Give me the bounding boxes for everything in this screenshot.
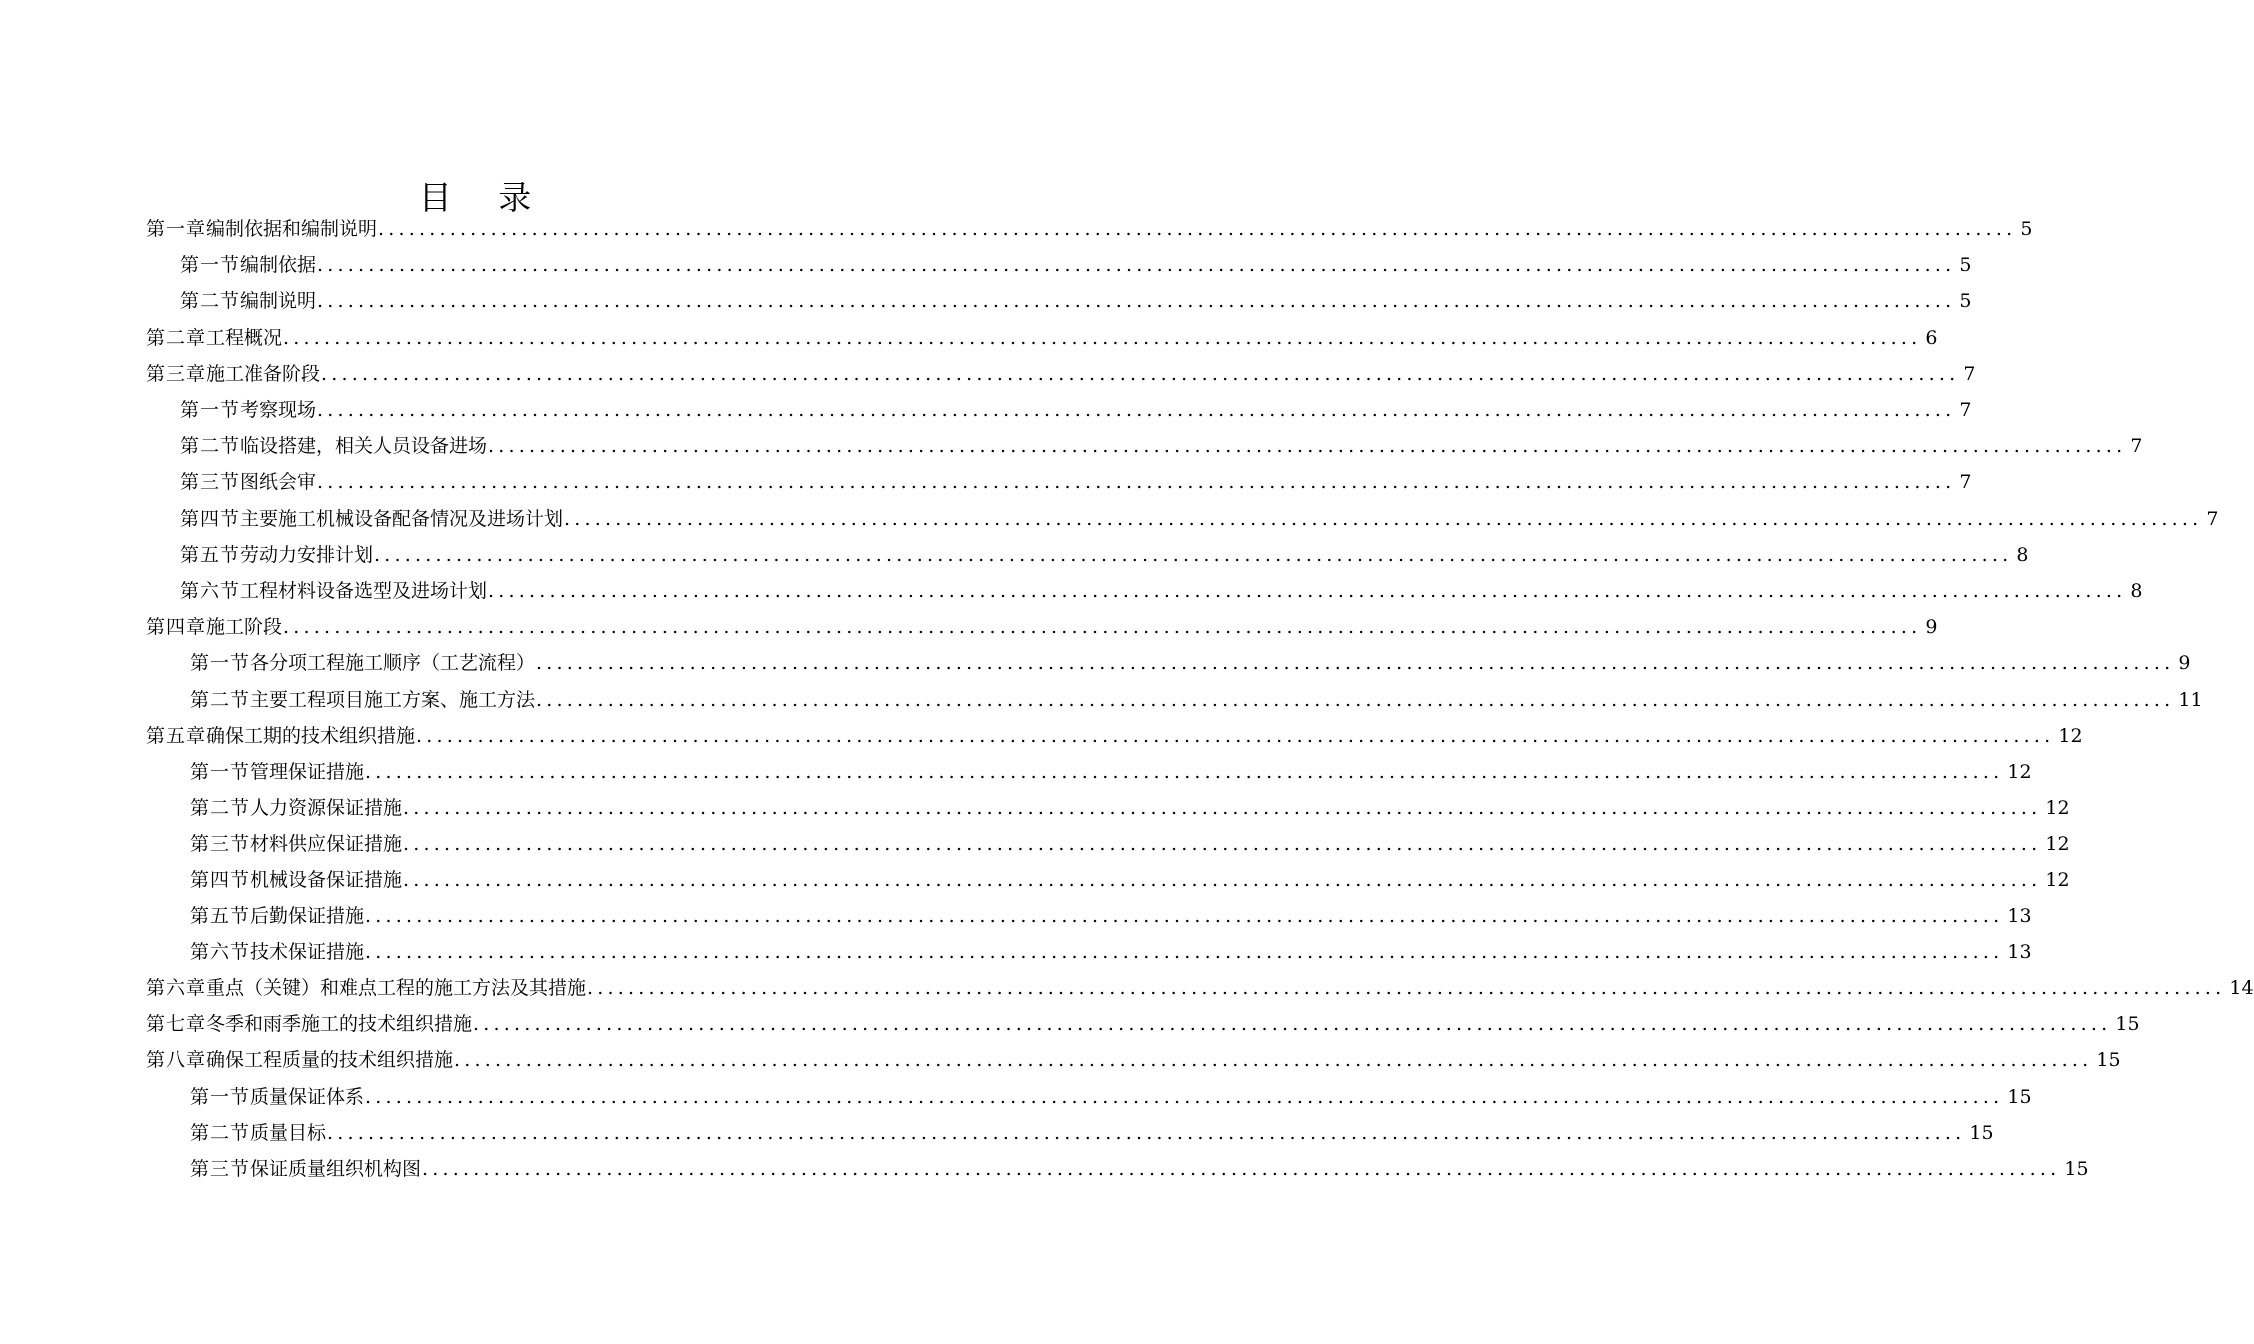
toc-leader-dots: ................................................................................................................................................................ <box>317 399 1956 421</box>
toc-entry[interactable] <box>146 325 1938 351</box>
toc-entry-text: 施工准备阶段 <box>206 363 321 385</box>
toc-entry-label: 第八章 <box>146 1049 207 1071</box>
toc-leader-dots: ................................................................................................................................................................ <box>374 544 2013 566</box>
toc-entry[interactable] <box>190 831 2070 857</box>
toc-entry-page: 7 <box>1959 399 1972 421</box>
toc-entry-page: 9 <box>1925 616 1938 638</box>
toc-entry[interactable] <box>180 252 1972 278</box>
toc-entry-text: 主要施工机械设备配备情况及进场计划 <box>240 508 564 530</box>
toc-leader-dots: ................................................................................................................................................................ <box>422 1158 2061 1180</box>
toc-entry[interactable] <box>180 542 2029 568</box>
toc-entry-label: 第二节 <box>180 290 241 312</box>
toc-entry[interactable] <box>190 650 2191 676</box>
toc-entry-page: 14 <box>2229 977 2254 999</box>
toc-entry[interactable] <box>180 506 2219 532</box>
toc-entry-text: 质量保证体系 <box>250 1086 365 1108</box>
toc-entry-page: 15 <box>2096 1049 2121 1071</box>
toc-leader-dots: ................................................................................................................................................................ <box>403 833 2042 855</box>
toc-entry[interactable] <box>180 288 1972 314</box>
toc-entry[interactable] <box>190 1084 2032 1110</box>
toc-leader-dots: ................................................................................................................................................................ <box>365 1086 2004 1108</box>
toc-entry-text: 考察现场 <box>240 399 317 421</box>
toc-entry-text: 编制依据 <box>240 254 317 276</box>
toc-entry[interactable] <box>146 1011 2140 1037</box>
toc-entry-label: 第四节 <box>190 869 251 891</box>
toc-entry-label: 第六章 <box>146 977 207 999</box>
toc-entry-page: 15 <box>2115 1013 2140 1035</box>
toc-entry-label: 第五节 <box>190 905 251 927</box>
toc-leader-dots: ................................................................................................................................................................ <box>403 797 2042 819</box>
toc-entry[interactable] <box>146 723 2083 749</box>
toc-entry-text: 冬季和雨季施工的技术组织措施 <box>206 1013 473 1035</box>
toc-entry[interactable] <box>146 361 1976 387</box>
toc-leader-dots: ................................................................................................................................................................ <box>473 1013 2112 1035</box>
toc-leader-dots: ................................................................................................................................................................ <box>317 471 1956 493</box>
toc-entry-page: 7 <box>2206 508 2219 530</box>
toc-entry-text: 确保工程质量的技术组织措施 <box>206 1049 454 1071</box>
toc-entry-page: 11 <box>2178 689 2203 711</box>
toc-entry-text: 各分项工程施工顺序（工艺流程） <box>250 652 536 674</box>
toc-entry[interactable] <box>180 469 1972 495</box>
toc-entry-page: 7 <box>1963 363 1976 385</box>
toc-leader-dots: ................................................................................................................................................................ <box>365 941 2004 963</box>
toc-entry-label: 第六节 <box>180 580 241 602</box>
toc-entry[interactable] <box>180 433 2143 459</box>
toc-leader-dots: ................................................................................................................................................................ <box>416 725 2055 747</box>
toc-leader-dots: ................................................................................................................................................................ <box>403 869 2042 891</box>
toc-leader-dots: ................................................................................................................................................................ <box>587 977 2226 999</box>
toc-entry-page: 6 <box>1925 327 1938 349</box>
toc-entry-label: 第六节 <box>190 941 251 963</box>
toc-entry[interactable] <box>180 397 1972 423</box>
toc-leader-dots: ................................................................................................................................................................ <box>488 435 2127 457</box>
toc-entry-page: 8 <box>2016 544 2029 566</box>
toc-entry-text: 编制依据和编制说明 <box>206 218 378 240</box>
toc-entry[interactable] <box>190 867 2070 893</box>
toc-entry-page: 8 <box>2130 580 2143 602</box>
toc-entry-text: 施工阶段 <box>206 616 283 638</box>
toc-entry-text: 材料供应保证措施 <box>250 833 403 855</box>
toc-leader-dots: ................................................................................................................................................................ <box>378 218 2017 240</box>
toc-entry-text: 工程概况 <box>206 327 283 349</box>
toc-entry-text: 技术保证措施 <box>250 941 365 963</box>
toc-entry-label: 第一章 <box>146 218 207 240</box>
toc-entry-text: 保证质量组织机构图 <box>250 1158 422 1180</box>
toc-entry-page: 12 <box>2058 725 2083 747</box>
toc-entry-label: 第四章 <box>146 616 207 638</box>
toc-entry[interactable] <box>146 975 2254 1001</box>
toc-entry-page: 13 <box>2007 941 2032 963</box>
toc-entry-label: 第二节 <box>190 797 251 819</box>
toc-entry-label: 第五节 <box>180 544 241 566</box>
toc-leader-dots: ................................................................................................................................................................ <box>564 508 2203 530</box>
toc-leader-dots: ................................................................................................................................................................ <box>321 363 1960 385</box>
toc-entry-label: 第七章 <box>146 1013 207 1035</box>
toc-entry-text: 机械设备保证措施 <box>250 869 403 891</box>
toc-leader-dots: ................................................................................................................................................................ <box>283 616 1922 638</box>
toc-entry-label: 第四节 <box>180 508 241 530</box>
toc-entry-label: 第五章 <box>146 725 207 747</box>
toc-entry-page: 5 <box>2020 218 2033 240</box>
toc-entry[interactable] <box>190 903 2032 929</box>
toc-entry-page: 15 <box>1969 1122 1994 1144</box>
toc-leader-dots: ................................................................................................................................................................ <box>536 652 2175 674</box>
toc-entry-text: 临设搭建，相关人员设备进场 <box>240 435 488 457</box>
toc-entry-text: 劳动力安排计划 <box>240 544 374 566</box>
toc-entry-page: 9 <box>2178 652 2191 674</box>
toc-entry-label: 第一节 <box>190 1086 251 1108</box>
toc-entry-page: 12 <box>2045 833 2070 855</box>
toc-entry[interactable] <box>190 795 2070 821</box>
toc-entry[interactable] <box>190 1120 1994 1146</box>
toc-entry-text: 工程材料设备选型及进场计划 <box>240 580 488 602</box>
toc-leader-dots: ................................................................................................................................................................ <box>365 761 2004 783</box>
toc-entry[interactable] <box>180 578 2143 604</box>
toc-entry-text: 质量目标 <box>250 1122 327 1144</box>
toc-entry-label: 第三章 <box>146 363 207 385</box>
toc-entry-text: 重点（关键）和难点工程的施工方法及其措施 <box>206 977 587 999</box>
page-title: 目 录 <box>418 178 550 217</box>
toc-entry-page: 13 <box>2007 905 2032 927</box>
toc-entry-page: 12 <box>2007 761 2032 783</box>
toc-entry-label: 第二节 <box>180 435 241 457</box>
toc-entry-page: 7 <box>1959 471 1972 493</box>
toc-entry-label: 第一节 <box>190 761 251 783</box>
toc-entry-text: 确保工期的技术组织措施 <box>206 725 416 747</box>
toc-entry[interactable] <box>190 1156 2089 1182</box>
toc-entry-label: 第三节 <box>190 1158 251 1180</box>
toc-leader-dots: ................................................................................................................................................................ <box>327 1122 1966 1144</box>
toc-entry[interactable] <box>146 1047 2121 1073</box>
toc-entry-page: 12 <box>2045 869 2070 891</box>
toc-entry[interactable] <box>190 939 2032 965</box>
toc-entry-label: 第一节 <box>180 399 241 421</box>
toc-entry[interactable] <box>190 687 2203 713</box>
toc-entry-label: 第三节 <box>190 833 251 855</box>
toc-leader-dots: ................................................................................................................................................................ <box>536 689 2175 711</box>
toc-entry-page: 12 <box>2045 797 2070 819</box>
toc-entry-text: 后勤保证措施 <box>250 905 365 927</box>
toc-leader-dots: ................................................................................................................................................................ <box>454 1049 2093 1071</box>
toc-entry-page: 7 <box>2130 435 2143 457</box>
toc-entry-page: 5 <box>1959 254 1972 276</box>
toc-entry-text: 主要工程项目施工方案、施工方法 <box>250 689 536 711</box>
toc-entry[interactable] <box>190 759 2032 785</box>
toc-entry-label: 第二节 <box>190 1122 251 1144</box>
toc-entry-label: 第一节 <box>190 652 251 674</box>
toc-entry-label: 第一节 <box>180 254 241 276</box>
toc-leader-dots: ................................................................................................................................................................ <box>365 905 2004 927</box>
toc-entry-page: 15 <box>2064 1158 2089 1180</box>
toc-entry[interactable] <box>146 614 1938 640</box>
toc-entry-label: 第二节 <box>190 689 251 711</box>
toc-leader-dots: ................................................................................................................................................................ <box>283 327 1922 349</box>
toc-entry-page: 5 <box>1959 290 1972 312</box>
toc-entry-text: 图纸会审 <box>240 471 317 493</box>
toc-leader-dots: ................................................................................................................................................................ <box>488 580 2127 602</box>
toc-entry-text: 编制说明 <box>240 290 317 312</box>
toc-leader-dots: ................................................................................................................................................................ <box>317 290 1956 312</box>
toc-leader-dots: ................................................................................................................................................................ <box>317 254 1956 276</box>
toc-entry-text: 管理保证措施 <box>250 761 365 783</box>
toc-entry-label: 第三节 <box>180 471 241 493</box>
toc-entry-label: 第二章 <box>146 327 207 349</box>
toc-entry[interactable] <box>146 216 2033 242</box>
toc-entry-page: 15 <box>2007 1086 2032 1108</box>
toc-entry-text: 人力资源保证措施 <box>250 797 403 819</box>
